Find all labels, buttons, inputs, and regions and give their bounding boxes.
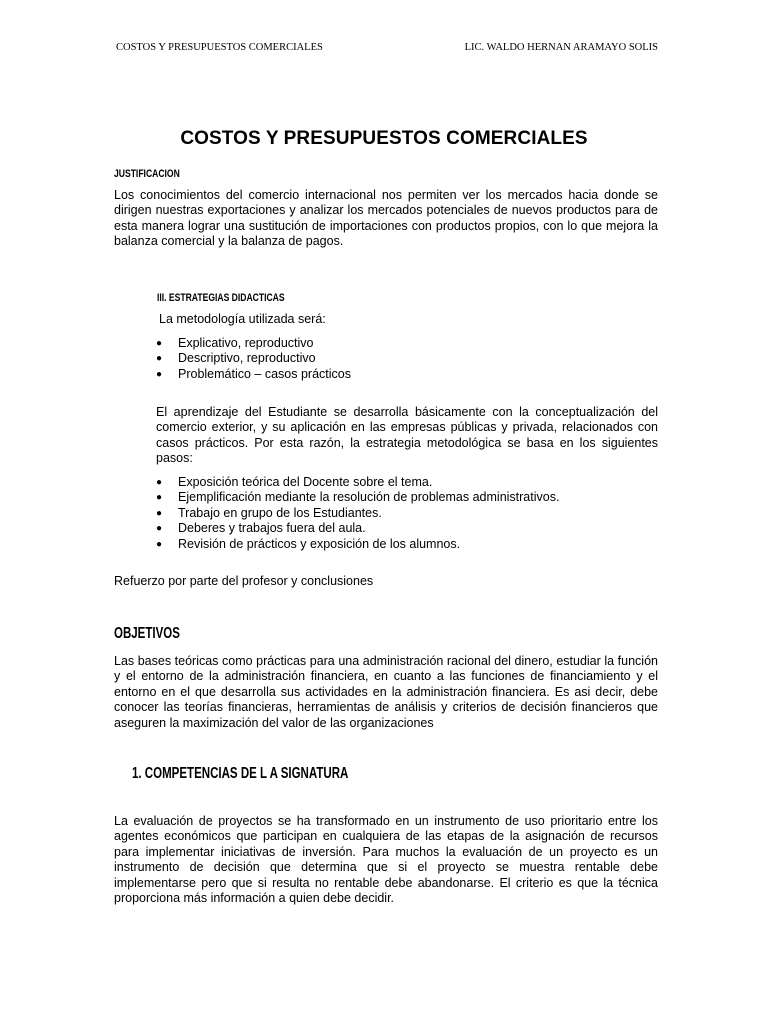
list-item: ● Exposición teórica del Docente sobre el tema.	[156, 475, 433, 489]
estrategias-paragraph: El aprendizaje del Estudiante se desarrolla básicamente con la conceptualización del comercio exterior, y su aplicación en las empresas públicas y privada, relacionados con casos prácticos. Por esta razón, la estrategia metodológica se basa en los siguientes pasos:	[156, 405, 658, 466]
list-item: ● Revisión de prácticos y exposición de los alumnos.	[156, 536, 461, 551]
methodology-intro: La metodología utilizada será:	[159, 312, 326, 326]
bullet-icon: ●	[156, 353, 163, 365]
methods-list	[156, 336, 658, 382]
list-item: ● Ejemplificación mediante la resolución de problemas administrativos.	[156, 490, 560, 505]
header-right: LIC. WALDO HERNAN ARAMAYO SOLIS	[464, 42, 658, 53]
list-item: ● Problemático – casos prácticos	[156, 366, 351, 381]
justificacion-paragraph: Los conocimientos del comercio internacional nos permiten ver los mercados hacia donde se dirigen nuestras exportaciones y analizar los mercados potenciales de nuevos productos para de esta manera lograr una sustitución de importaciones con productos propios, con lo que mejora la balanza comercial y la balanza de pagos.	[114, 188, 658, 249]
bullet-icon: ●	[156, 368, 163, 380]
list-item: ● Trabajo en grupo de los Estudiantes.	[156, 505, 382, 520]
list-item: ● Explicativo, reproductivo	[156, 336, 314, 350]
bullet-icon: ●	[156, 507, 163, 519]
objetivos-paragraph: Las bases teóricas como prácticas para una administración racional del dinero, estudiar la función y el entorno de la administración financiera, en cuanto a las funciones de financiamiento y el entorno en el que desarrolla sus actividades en la administración financiera. Es asi decir, debe conocer las teorías financieras, herramientas de análisis y criterios de decisión financieros que aseguren la maximización del valor de las organizaciones	[114, 654, 658, 730]
bullet-icon: ●	[156, 477, 163, 488]
estrategias-heading: III. ESTRATEGIAS DIDACTICAS	[157, 292, 285, 304]
objetivos-heading: OBJETIVOS	[114, 625, 180, 642]
list-item: ● Descriptivo, reproductivo	[156, 351, 316, 366]
list-item: ● Deberes y trabajos fuera del aula.	[156, 521, 366, 536]
competencias-heading: 1. COMPETENCIAS DE L A SIGNATURA	[132, 765, 349, 782]
header-left: COSTOS Y PRESUPUESTOS COMERCIALES	[116, 42, 323, 53]
bullet-icon: ●	[156, 338, 163, 349]
justificacion-heading: JUSTIFICACION	[114, 168, 180, 180]
competencias-paragraph: La evaluación de proyectos se ha transformado en un instrumento de uso prioritario entre los agentes económicos que participan en cualquiera de las etapas de la asignación de recursos para implementar iniciativas de inversión. Para muchos la evaluación de un proyecto es un instrumento de decisión que determina que si el proyecto se muestra rentable debe implementarse pero que si resulta no rentable debe abandonarse. El criterio es que la técnica proporciona más información a quien debe decidir.	[114, 814, 658, 906]
bullet-icon: ●	[156, 538, 163, 550]
bullet-icon: ●	[156, 492, 163, 504]
running-header	[116, 42, 658, 53]
refuerzo-line: Refuerzo por parte del profesor y conclusiones	[114, 574, 374, 588]
document-title: COSTOS Y PRESUPUESTOS COMERCIALES	[180, 128, 588, 149]
steps-list	[156, 475, 658, 552]
bullet-icon: ●	[156, 523, 163, 535]
